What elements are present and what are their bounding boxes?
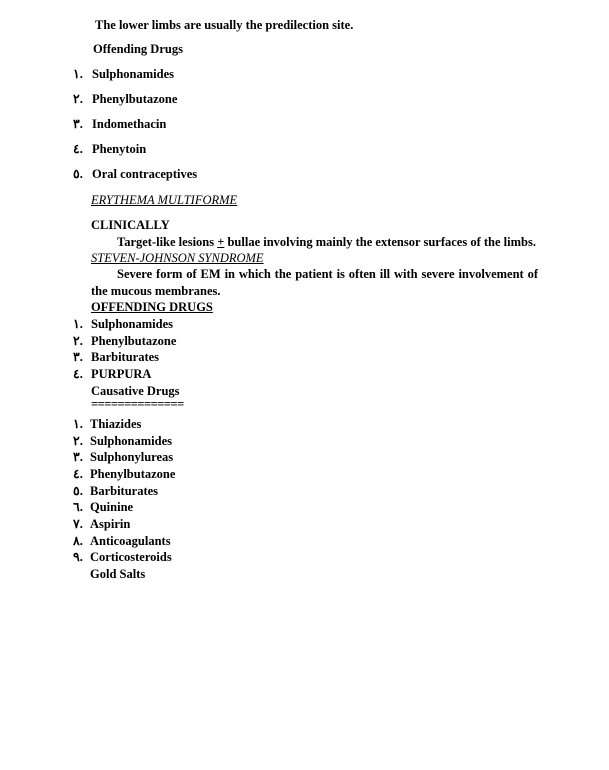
clinical-text-b: bullae involving mainly the extensor surfaces of the limbs. xyxy=(224,235,536,249)
list-number: ٢. xyxy=(73,434,83,448)
steven-johnson-heading: STEVEN-JOHNSON SYNDROME xyxy=(91,251,264,265)
list-text: Phenytoin xyxy=(92,142,147,156)
list-text: Barbiturates xyxy=(91,350,160,364)
causative-drugs-title: Causative Drugs xyxy=(91,384,180,398)
gold-salts-text: Gold Salts xyxy=(90,567,146,581)
list-text: Barbiturates xyxy=(90,484,159,498)
list-text: Aspirin xyxy=(90,517,131,531)
list-text: Phenylbutazone xyxy=(91,334,177,348)
list-number: ٥. xyxy=(73,167,83,181)
clinical-description xyxy=(117,235,536,249)
list-number: ٣. xyxy=(73,350,83,364)
list-text: Thiazides xyxy=(90,417,142,431)
offending-drugs-caps-heading: OFFENDING DRUGS xyxy=(91,300,213,314)
list-number: ١. xyxy=(73,417,83,431)
list-number: ٣. xyxy=(73,450,83,464)
list-number: ٥. xyxy=(73,484,83,498)
separator-line: ============== xyxy=(91,397,184,411)
list-number: ١. xyxy=(73,67,83,81)
list-number: ٤. xyxy=(73,142,83,156)
offending-drugs-title: Offending Drugs xyxy=(93,42,183,56)
list-number: ٩. xyxy=(73,550,83,564)
erythema-multiforme-heading: ERYTHEMA MULTIFORME xyxy=(91,193,238,207)
clinical-text-a: Target-like lesions xyxy=(117,235,218,249)
list-text: Oral contraceptives xyxy=(92,167,198,181)
list-text: Sulphonamides xyxy=(92,67,174,81)
list-text: Sulphonylureas xyxy=(90,450,174,464)
list-number: ٦. xyxy=(73,500,83,514)
list-text: PURPURA xyxy=(91,367,152,381)
list-number: ٣. xyxy=(73,117,83,131)
list-number: ١. xyxy=(73,317,83,331)
list-text: Sulphonamides xyxy=(91,317,173,331)
plus-minus-symbol: + xyxy=(217,235,225,249)
list-text: Sulphonamides xyxy=(90,434,172,448)
list-text: Quinine xyxy=(90,500,134,514)
intro-text: The lower limbs are usually the predilection site. xyxy=(95,18,354,32)
list-number: ٢. xyxy=(73,92,83,106)
list-number: ٧. xyxy=(73,517,83,531)
list-text: Phenylbutazone xyxy=(90,467,176,481)
list-number: ٢. xyxy=(73,334,83,348)
list-number: ٤. xyxy=(73,367,83,381)
list-number: ٤. xyxy=(73,467,83,481)
list-text: Indomethacin xyxy=(92,117,167,131)
clinically-heading: CLINICALLY xyxy=(91,218,170,232)
list-text: Phenylbutazone xyxy=(92,92,178,106)
list-number: ٨. xyxy=(73,534,83,548)
sjs-description: Severe form of EM in which the patient is often ill with severe involvement of the mucous membranes. xyxy=(91,267,538,298)
list-text: Corticosteroids xyxy=(90,550,172,564)
list-text: Anticoagulants xyxy=(90,534,171,548)
